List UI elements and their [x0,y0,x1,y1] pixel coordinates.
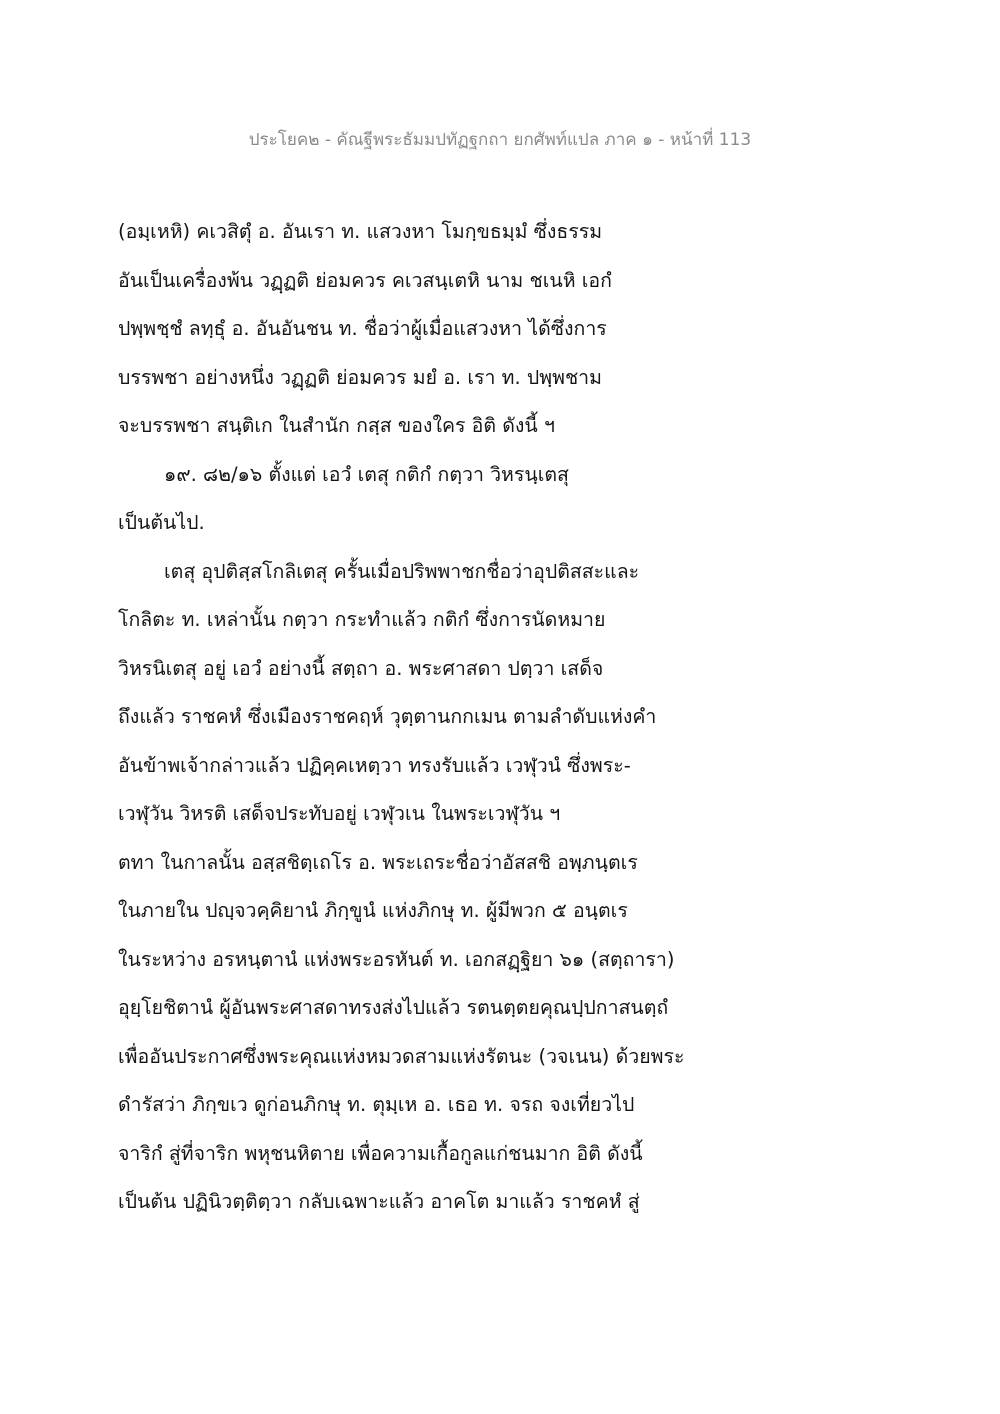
text-line: ในภายใน ปญฺจวคฺคิยานํ ภิกฺขูนํ แห่งภิกษุ ท. ผู้มีพวก ๕ อนฺตเร [118,899,628,922]
text-line: เวฬุวัน วิหรติ เสด็จประทับอยู่ เวฬุวเน ในพระเวฬุวัน ฯ [118,802,561,825]
paragraph-start-line: เตสุ อุปติสฺสโกลิเตสุ ครั้นเมื่อปริพพาชกชื่อว่าอุปติสสะและ [164,559,640,583]
text-line: ถึงแล้ว ราชคหํ ซึ่งเมืองราชคฤห์ วุตฺตานกกเมน ตามลำดับแห่งคำ [118,705,657,728]
body-text [118,212,718,1231]
text-line: เป็นต้นไป. [118,511,205,534]
text-line: โกลิตะ ท. เหล่านั้น กตฺวา กระทำแล้ว กติกํ ซึ่งการนัดหมาย [118,608,606,631]
text-line: อุยฺโยชิตานํ ผู้อันพระศาสดาทรงส่งไปแล้ว รตนตฺตยคุณปฺปกาสนตฺถํ [118,996,669,1019]
text-line: เป็นต้น ปฏินิวตฺติตฺวา กลับเฉพาะแล้ว อาคโต มาแล้ว ราชคหํ สู่ [118,1190,640,1213]
text-line: ตทา ในกาลนั้น อสฺสชิตฺเถโร อ. พระเถระชื่อว่าอัสสชิ อพฺภนฺตเร [118,850,638,874]
text-line: จาริกํ สู่ที่จาริก พหุชนหิตาย เพื่อความเกื้อกูลแก่ชนมาก อิติ ดังนี้ [118,1141,643,1165]
text-line: (อมฺเหหิ) คเวสิตุํ อ. อันเรา ท. แสวงหา โมกฺขธมฺมํ ซึ่งธรรม [118,220,603,243]
text-line: ดำรัสว่า ภิกฺขเว ดูก่อนภิกษุ ท. ตุมฺเห อ. เธอ ท. จรถ จงเที่ยวไป [118,1093,635,1116]
text-line: ในระหว่าง อรหนฺตานํ แห่งพระอรหันต์ ท. เอกสฏฺฐิยา ๖๑ (สตฺถารา) [118,947,675,971]
text-line: วิหรนิเตสุ อยู่ เอวํ อย่างนี้ สตฺถา อ. พระศาสดา ปตฺวา เสด็จ [118,656,604,680]
section-heading-line: ๑๙. ๘๒/๑๖ ตั้งแต่ เอวํ เตสุ กติกํ กตฺวา วิหรนฺเตสุ [164,462,569,486]
text-line: อันเป็นเครื่องพ้น วฏฺฏติ ย่อมควร คเวสนฺเตหิ นาม ชเนหิ เอกํ [118,268,612,292]
text-line: ปพฺพชฺชํ ลทฺธุํ อ. อันอันชน ท. ชื่อว่าผู้เมื่อแสวงหา ได้ซึ่งการ [118,317,607,340]
running-header: ประโยค๒ - คัณฐีพระธัมมปทัฏฐกถา ยกศัพท์แปล ภาค ๑ - หน้าที่ 113 [248,130,752,150]
text-line: เพื่ออันประกาศซึ่งพระคุณแห่งหมวดสามแห่งรัตนะ (วจเนน) ด้วยพระ [118,1044,685,1068]
text-line: อันข้าพเจ้ากล่าวแล้ว ปฏิคฺคเหตฺวา ทรงรับแล้ว เวฬุวนํ ซึ่งพระ- [118,753,631,777]
text-line: จะบรรพชา สนฺติเก ในสำนัก กสฺส ของใคร อิติ ดังนี้ ฯ [118,414,555,437]
text-line: บรรพชา อย่างหนึ่ง วฏฺฏติ ย่อมควร มยํ อ. เรา ท. ปพฺพชาม [118,365,602,389]
